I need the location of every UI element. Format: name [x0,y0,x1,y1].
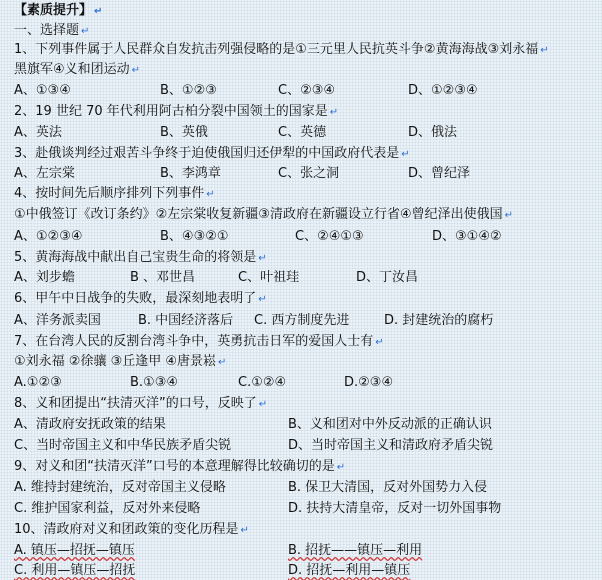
option-d: D. 扶持大清皇帝，反对一切外国事物 [288,501,502,516]
option-b: B、李鸿章 [160,166,221,181]
option-d: D、当时帝国主义和清政府矛盾尖锐 [288,438,494,453]
option-b: B、义和团对中外反动派的正确认识 [288,417,492,432]
option-a: A、清政府安抚政策的结果 [14,417,166,432]
option-b: B. 保卫大清国，反对外国势力入侵 [288,480,488,495]
option-b: B.①③④ [130,375,179,390]
option-b: B 、邓世昌 [130,270,196,285]
option-c: C、张之洞 [278,166,340,181]
option-c: C.①②④ [238,375,287,390]
option-d: D.②③④ [344,375,394,390]
option-d: D、③①④② [432,229,502,244]
option-d: D、曾纪泽 [408,166,471,181]
header-title: 【素质提升】 ↵ [14,3,103,18]
option-b: B、英俄 [160,125,208,140]
option-c: C. 维护国家利益，反对外来侵略 [14,501,201,516]
option-c: C、叶祖珪 [238,270,300,285]
question-7-stem-cont: ①刘永福 ②徐骧 ③丘逢甲 ④唐景崧 ↵ [14,354,227,369]
section-heading: 一、选择题 ↵ [14,23,90,38]
option-a: A、左宗棠 [14,166,75,181]
option-d: D. 封建统治的腐朽 [384,313,494,328]
question-1-stem-cont: 黑旗军④义和团运动 ↵ [14,62,141,77]
option-d: D. 招抚—利用—镇压 [288,563,411,578]
question-10-stem: 10、清政府对义和团政策的变化历程是 ↵ [14,522,249,537]
option-b: B、①②③ [160,83,217,98]
option-b: B. 中国经济落后 [138,313,234,328]
question-4-stem-cont: ①中俄签订《改订条约》②左宗棠收复新疆③清政府在新疆设立行省④曾纪泽出使俄国 ↵ [14,207,514,222]
option-c: C、当时帝国主义和中华民族矛盾尖锐 [14,438,232,453]
option-a: A、英法 [14,125,62,140]
option-a: A、①③④ [14,83,71,98]
question-9-stem: 9、对义和团“扶清灭洋”口号的本意理解得比较确切的是 ↵ [14,459,346,474]
option-c: C. 西方制度先进 [254,313,350,328]
question-6-stem: 6、甲午中日战争的失败，最深刻地表明了 ↵ [14,291,267,306]
question-1-stem: 1、下列事件属于人民群众自发抗击列强侵略的是①三元里人民抗英斗争②黄海海战③刘永福 ↵ [14,42,549,57]
option-a: A、洋务派卖国 [14,313,101,328]
question-4-stem: 4、按时间先后顺序排列下列事件 ↵ [14,186,215,201]
option-a: A、①②③④ [14,229,83,244]
option-a: A.①②③ [14,375,62,390]
option-c: C、②③④ [278,83,336,98]
question-5-stem: 5、黄海海战中献出自己宝贵生命的将领是 ↵ [14,250,267,265]
question-3-stem: 3、赴俄谈判经过艰苦斗争终于迫使俄国归还伊犁的中国政府代表是 ↵ [14,146,410,161]
option-d: D、丁汝昌 [356,270,419,285]
question-8-stem: 8、义和团提出“扶清灭洋”的口号，反映了 ↵ [14,396,268,411]
option-b: B、④③②① [160,229,229,244]
option-b: B. 招抚——镇压—利用 [288,543,423,558]
option-d: D、俄法 [408,125,458,140]
option-a: A. 维持封建统治，反对帝国主义侵略 [14,480,226,495]
option-c: C. 利用—镇压—招抚 [14,563,136,578]
option-d: D、①②③④ [408,83,478,98]
option-c: C、②④①③ [295,229,364,244]
question-2-stem: 2、19 世纪 70 年代利用阿古柏分裂中国领土的国家是 ↵ [14,104,339,119]
option-c: C、英德 [278,125,327,140]
question-7-stem: 7、在台湾人民的反割台湾斗争中，英勇抗击日军的爱国人士有 ↵ [14,334,384,349]
option-a: A. 镇压—招抚—镇压 [14,543,135,558]
option-a: A、刘步蟾 [14,270,75,285]
